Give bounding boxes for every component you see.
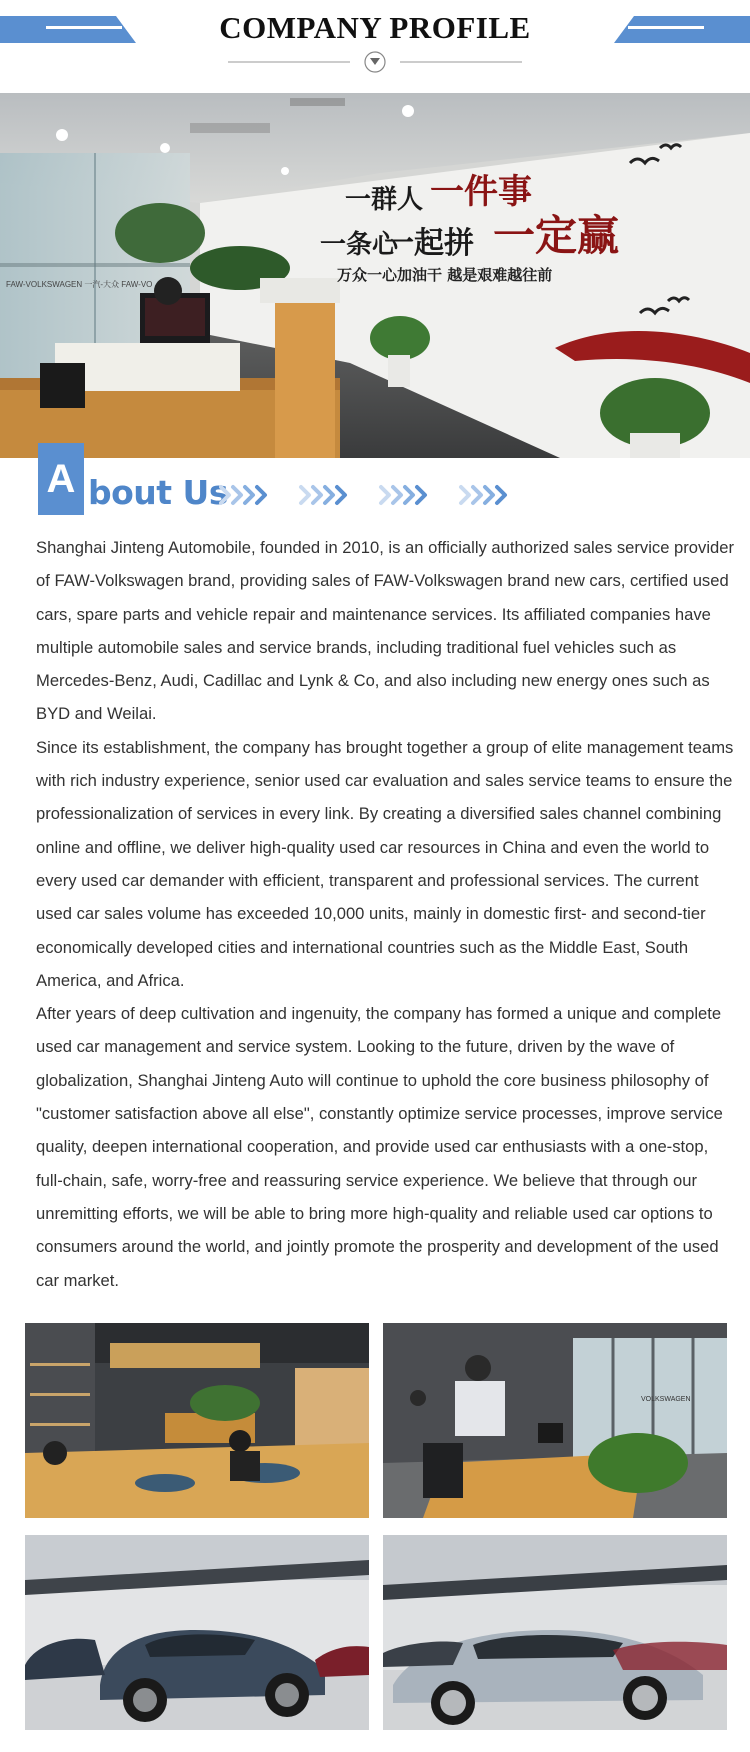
showroom-sedan-photo <box>383 1535 727 1730</box>
office-hero-photo <box>0 93 750 458</box>
about-body <box>36 531 736 1297</box>
dealer-sign: VOLKSWAGEN <box>641 1396 691 1403</box>
header <box>0 0 750 93</box>
right-banner-decoration <box>614 16 750 43</box>
about-heading-text: bout Us <box>88 473 228 512</box>
svg-text:一定赢: 一定赢 <box>493 211 620 260</box>
glass-sign: FAW-VOLKSWAGEN 一汽-大众 FAW-VO <box>6 280 153 289</box>
page-title: COMPANY PROFILE <box>219 10 531 45</box>
paragraph: Shanghai Jinteng Automobile, founded in 2010, is an officially authorized sales service provider of FAW-Volkswagen brand, providing sales of FAW-Volkswagen brand new cars, certified used cars, spare parts and vehicle repair and maintenance services. Its affiliated companies have multiple automobile sales and service brands, including traditional fuel vehicles such as Mercedes-Benz, Audi, Cadillac and Lynk & Co, and also including new energy ones such as BYD and Weilai. <box>36 538 734 724</box>
svg-text:万众一心加油干 越是艰难越往前: 万众一心加油干 越是艰难越往前 <box>337 266 553 284</box>
office-desk-photo <box>383 1323 727 1518</box>
svg-text:一群人: 一群人 <box>345 185 424 215</box>
about-initial-block: A <box>38 443 84 515</box>
showroom-suv-photo <box>25 1535 369 1730</box>
svg-text:一件事: 一件事 <box>430 172 532 212</box>
title-divider <box>228 50 522 74</box>
lounge-photo <box>25 1323 369 1518</box>
chevron-arrows-icon <box>219 483 519 507</box>
about-us-heading <box>38 443 718 517</box>
svg-text:一起拼: 一起拼 <box>384 226 474 261</box>
paragraph: Since its establishment, the company has brought together a group of elite management teams with rich industry experience, senior used car evaluation and sales service teams to ensure the professionalization of services in every link. By creating a diversified sales channel combining online and offline, we deliver high-quality used car resources in China and even the world to every used car demander with efficient, transparent and professional services. The current used car sales volume has exceeded 10,000 units, mainly in domestic first- and second-tier economically developed cities and international countries such as the Middle East, South America, and Africa. <box>36 737 734 990</box>
paragraph: After years of deep cultivation and ingenuity, the company has formed a unique and complete used car management and service system. Looking to the future, driven by the wave of globalization, Shanghai Jinteng Auto will continue to uphold the core business philosophy of "customer satisfaction above all else", constantly optimize service processes, improve service quality, deepen international cooperation, and provide used car enthusiasts with a one-stop, full-chain, safe, worry-free and reassuring service experience. We believe that through our unremitting efforts, we will be able to bring more high-quality and reliable used car options to consumers around the world, and jointly promote the prosperity and development of the used car market. <box>36 1004 723 1290</box>
svg-text:一条心: 一条心 <box>320 230 399 260</box>
